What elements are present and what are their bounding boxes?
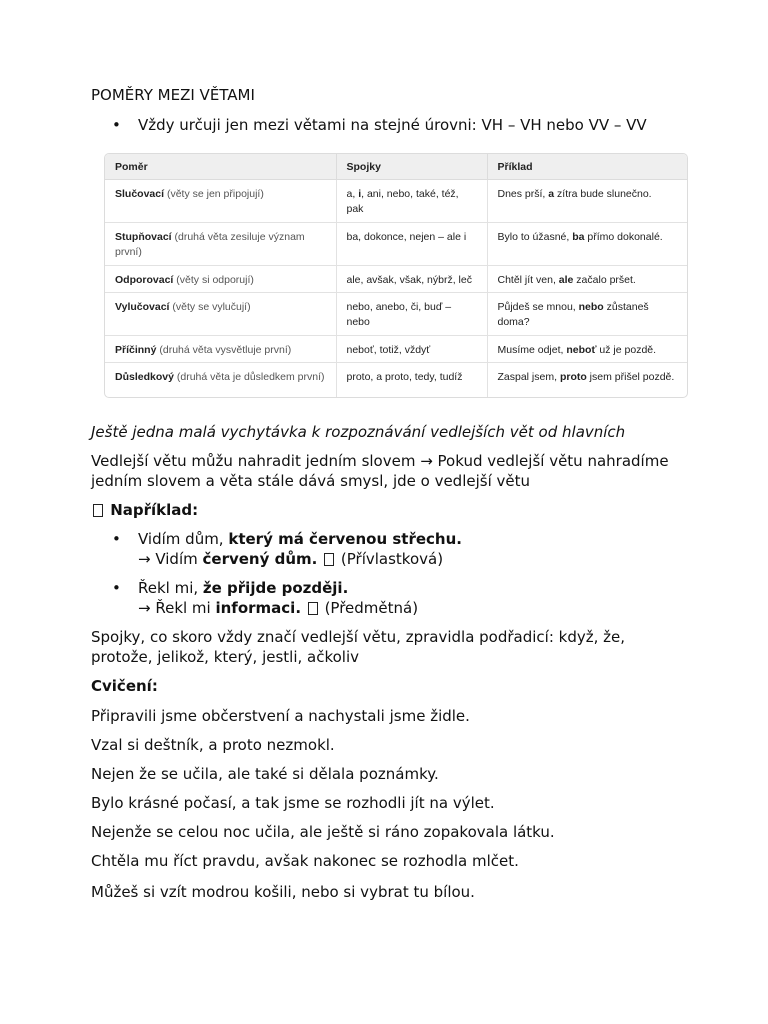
exercise-sentence: Vzal si deštník, a proto nezmokl. [91,736,335,754]
example-text: Řekl mi, [138,579,203,597]
example-bold-text: že přijde později. [202,579,349,597]
main-bullet-text: Vždy určuji jen mezi větami na stejné úrovni: VH – VH nebo VV – VV [138,116,647,134]
table-row [105,363,687,399]
table-row [105,293,687,336]
example-type-label: (Přívlastková) [336,550,444,568]
cell-priklad: Musíme odjet, neboť už je pozdě. [487,336,687,363]
cell-pomer: Odporovací (věty si odporují) [105,266,336,293]
example-heading [91,500,198,520]
exercise-sentence: Nejen že se učila, ale také si dělala poznámky. [91,765,439,783]
cell-spojky: proto, a proto, tedy, tudíž [336,363,487,399]
cell-priklad: Bylo to úžasné, ba přímo dokonalé. [487,223,687,266]
example-bold-text: který má červenou střechu. [228,530,462,548]
missing-glyph-icon [93,504,103,517]
exercise-sentence: Připravili jsme občerstvení a nachystali jsme židle. [91,707,470,725]
table-row [105,180,687,223]
missing-glyph-icon [308,602,318,615]
example-bold-text: červený dům. [202,550,318,568]
bullet-dot: • [112,579,121,597]
page-title: POMĚRY MEZI VĚTAMI [91,86,255,104]
cell-priklad: Dnes prší, a zítra bude slunečno. [487,180,687,223]
bullet-dot: • [112,530,121,548]
example-heading-text: Například: [110,501,199,519]
exercise-sentence: Můžeš si vzít modrou košili, nebo si vybrat tu bílou. [91,883,475,901]
cell-pomer: Vylučovací (věty se vylučují) [105,293,336,336]
table-row [105,266,687,293]
example-bold-text: informaci. [215,599,302,617]
cell-spojky: a, i, ani, nebo, také, též, pak [336,180,487,223]
table-header-row [105,154,687,180]
header-priklad: Příklad [487,154,687,180]
tip-title: Ještě jedna malá vychytávka k rozpoznávání vedlejších vět od hlavních [91,423,626,441]
header-pomer: Poměr [105,154,336,180]
exercise-sentence: Chtěla mu říct pravdu, avšak nakonec se rozhodla mlčet. [91,852,519,870]
bullet-dot: • [112,116,121,134]
cell-pomer: Slučovací (věty se jen připojují) [105,180,336,223]
table-row [105,336,687,363]
example-text: Vidím dům, [138,530,229,548]
conjunctions-paragraph: Spojky, co skoro vždy značí vedlejší větu, zpravidla podřadicí: když, že, protože, jelikož, který, jestli, ačkoliv [91,628,626,666]
cell-pomer: Důsledkový (druhá věta je důsledkem první) [105,363,336,399]
cell-spojky: ale, avšak, však, nýbrž, leč [336,266,487,293]
conjunction-table [104,153,688,398]
example-text: → Vidím [138,550,203,568]
example-type-label: (Předmětná) [319,599,419,617]
cell-spojky: ba, dokonce, nejen – ale i [336,223,487,266]
header-spojky: Spojky [336,154,487,180]
cell-pomer: Příčinný (druhá věta vysvětluje první) [105,336,336,363]
cell-priklad: Zaspal jsem, proto jsem přišel pozdě. [497,371,675,383]
missing-glyph-icon [324,553,334,566]
example-text: → Řekl mi [138,599,216,617]
exercise-sentence: Bylo krásné počasí, a tak jsme se rozhodli jít na výlet. [91,794,495,812]
cell-priklad: Chtěl jít ven, ale začalo pršet. [487,266,687,293]
tip-text: Vedlejší větu můžu nahradit jedním slovem → Pokud vedlejší větu nahradíme jedním slovem a věta stále dává smysl, jde o vedlejší větu [91,452,669,490]
exercise-heading: Cvičení: [91,677,158,695]
cell-spojky: neboť, totiž, vždyť [336,336,487,363]
cell-priklad: Půjdeš se mnou, nebo zůstaneš doma? [487,293,687,336]
exercise-sentence: Nejenže se celou noc učila, ale ještě si ráno zopakovala látku. [91,823,555,841]
cell-spojky: nebo, anebo, či, buď – nebo [336,293,487,336]
table-row [105,223,687,266]
cell-pomer: Stupňovací (druhá věta zesiluje význam první) [105,223,336,266]
